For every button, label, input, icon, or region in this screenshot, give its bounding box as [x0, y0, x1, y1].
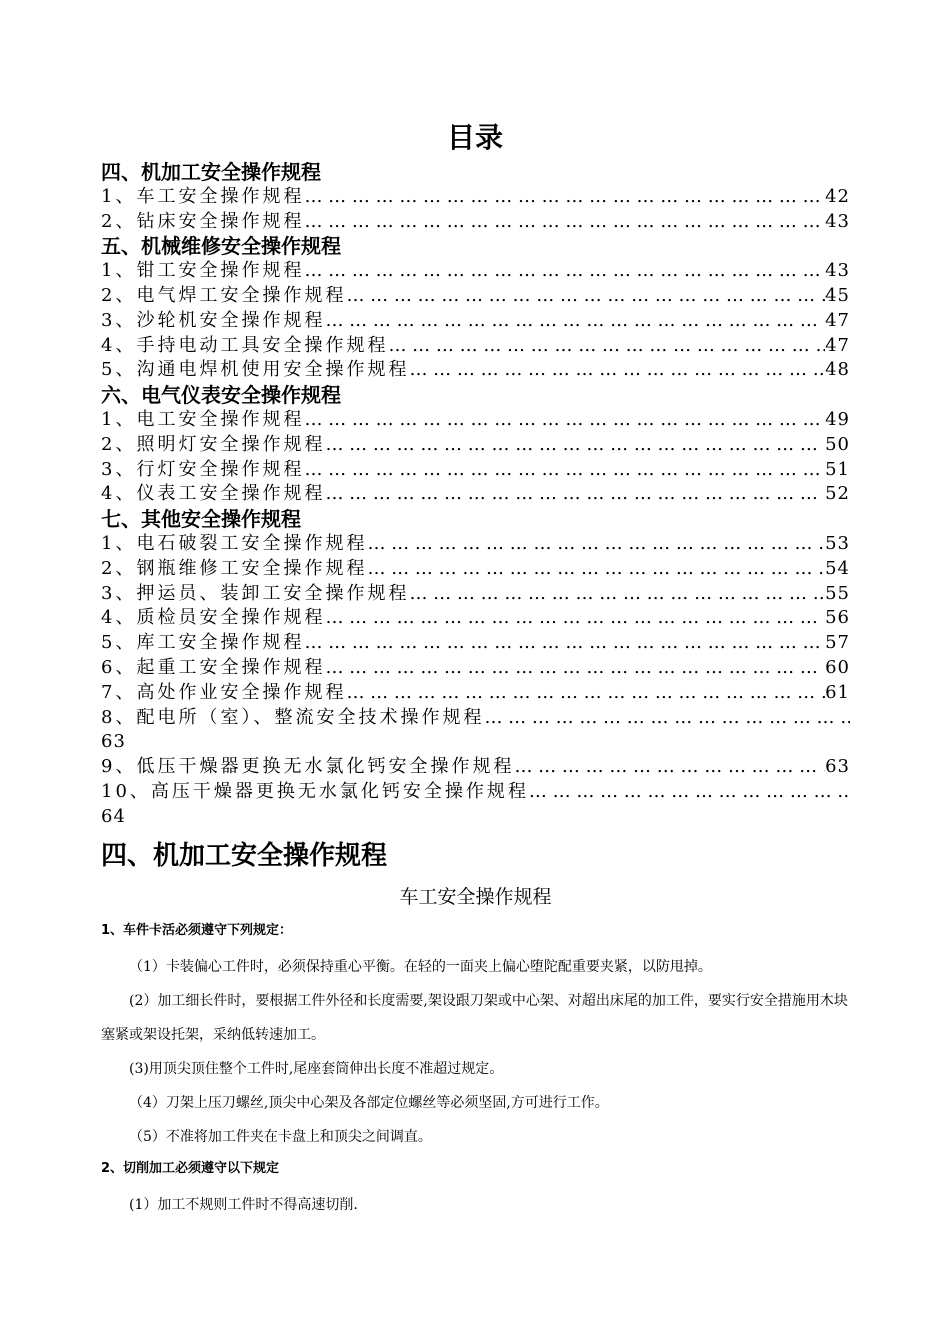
dot-leader [529, 780, 850, 805]
toc-entry-label: 高处作业安全操作规程 [136, 681, 347, 703]
toc-entry-page: 60 [825, 656, 850, 678]
toc-entry[interactable] [101, 656, 850, 681]
toc-entry-label: 钻床安全操作规程 [136, 210, 305, 232]
toc-entry-number: 2、 [101, 557, 137, 579]
toc-entry[interactable] [101, 210, 850, 235]
toc-entry[interactable] [101, 482, 850, 507]
toc-title: 目录 [446, 121, 503, 154]
toc-entry-page: 47 [825, 334, 850, 356]
toc-entry-label: 钢瓶维修工安全操作规程 [136, 557, 368, 579]
toc-entry-page: 43 [825, 210, 850, 232]
toc-entry-label: 沙轮机安全操作规程 [136, 309, 326, 331]
dot-leader [304, 259, 825, 284]
dot-leader [388, 334, 825, 359]
toc-entry-page: 49 [825, 408, 850, 430]
dot-leader [304, 185, 825, 210]
dot-leader [325, 433, 825, 458]
toc-entry[interactable] [101, 606, 850, 631]
toc-section-heading: 四、机加工安全操作规程 [101, 160, 321, 184]
chapter-heading: 四、机加工安全操作规程 [101, 841, 388, 871]
toc-entry-page: 56 [825, 607, 850, 629]
toc-entry[interactable] [101, 755, 850, 780]
toc-entry-page: 55 [825, 582, 850, 604]
dot-leader [304, 631, 825, 656]
toc-section-heading: 六、电气仪表安全操作规程 [101, 383, 341, 408]
toc-entry[interactable] [101, 780, 850, 830]
toc-entry-page: 42 [825, 185, 850, 207]
toc-entry-number: 3、 [101, 309, 137, 331]
toc-entry[interactable] [101, 259, 850, 284]
dot-leader [325, 482, 825, 507]
toc-section-heading: 七、其他安全操作规程 [101, 507, 301, 532]
dot-leader [304, 458, 825, 483]
toc-section-heading: 五、机械维修安全操作规程 [101, 234, 341, 259]
toc-entry-number: 1、 [101, 408, 137, 430]
dot-leader [409, 358, 825, 383]
dot-leader [325, 309, 825, 334]
toc-entry[interactable] [101, 309, 850, 334]
toc-entry[interactable] [101, 408, 850, 433]
toc-entry-label: 质检员安全操作规程 [136, 607, 326, 629]
toc-entry-label: 电气焊工安全操作规程 [136, 284, 347, 306]
dot-leader [367, 532, 825, 557]
dot-leader [325, 606, 825, 631]
toc-entry-page: 64 [101, 805, 126, 827]
toc-entry-label: 配电所（室）、整流安全技术操作规程 [136, 706, 485, 728]
rule-heading: 2、切削加工必须遵守以下规定 [101, 1161, 280, 1176]
toc-entry-number: 2、 [101, 433, 137, 455]
dot-leader [409, 582, 825, 607]
dot-leader [325, 656, 825, 681]
toc-entry-number: 10、 [101, 780, 151, 802]
toc-entry-number: 9、 [101, 756, 137, 778]
table-of-contents [101, 160, 850, 830]
toc-entry[interactable] [101, 185, 850, 210]
toc-entry-number: 6、 [101, 656, 137, 678]
toc-entry-number: 3、 [101, 458, 137, 480]
toc-entry-label: 高压干燥器更换无水氯化钙安全操作规程 [150, 780, 529, 802]
toc-entry-label: 押运员、装卸工安全操作规程 [136, 582, 410, 604]
document-body [101, 836, 850, 1222]
toc-entry-label: 手持电动工具安全操作规程 [136, 334, 389, 356]
toc-entry-number: 7、 [101, 681, 137, 703]
rule-paragraph: （4）刀架上压刀螺丝,顶尖中心架及各部定位螺丝等必须坚固,方可进行工作。 [129, 1095, 609, 1111]
rule-paragraph: (3)用顶尖顶住整个工件时,尾座套筒伸出长度不准超过规定。 [129, 1061, 504, 1077]
toc-entry-label: 库工安全操作规程 [136, 632, 305, 654]
toc-entry[interactable] [101, 433, 850, 458]
dot-leader [304, 408, 825, 433]
toc-entry[interactable] [101, 631, 850, 656]
toc-entry-page: 43 [825, 260, 850, 282]
dot-leader [484, 706, 850, 731]
toc-entry-label: 电石破裂工安全操作规程 [136, 532, 368, 554]
toc-entry-label: 起重工安全操作规程 [136, 656, 326, 678]
toc-entry-number: 4、 [101, 483, 137, 505]
toc-entry-page: 51 [825, 458, 850, 480]
toc-entry-number: 2、 [101, 284, 137, 306]
toc-entry[interactable] [101, 458, 850, 483]
toc-entry-page: 53 [825, 532, 850, 554]
toc-entry-number: 1、 [101, 185, 137, 207]
toc-entry-page: 52 [825, 483, 850, 505]
toc-entry-number: 5、 [101, 632, 137, 654]
toc-entry-number: 2、 [101, 210, 137, 232]
toc-entry[interactable] [101, 334, 850, 359]
toc-entry-page: 48 [825, 359, 850, 381]
dot-leader [514, 755, 825, 780]
toc-entry-page: 63 [101, 731, 126, 753]
toc-entry[interactable] [101, 681, 850, 706]
toc-entry-number: 4、 [101, 607, 137, 629]
section-title: 车工安全操作规程 [399, 886, 552, 908]
toc-entry-page: 57 [825, 632, 850, 654]
rule-paragraph: （1）卡装偏心工件时，必须保持重心平衡。在轻的一面夹上偏心堕陀配重要夹紧，以防甩掉。 [129, 959, 712, 975]
rule-paragraph: (1）加工不规则工件时不得高速切削. [129, 1197, 358, 1213]
toc-entry[interactable] [101, 532, 850, 557]
toc-entry-label: 低压干燥器更换无水氯化钙安全操作规程 [136, 756, 515, 778]
toc-entry-number: 4、 [101, 334, 137, 356]
toc-entry-page: 47 [825, 309, 850, 331]
toc-entry-number: 5、 [101, 359, 137, 381]
toc-entry-page: 45 [825, 284, 850, 306]
toc-entry-label: 钳工安全操作规程 [136, 260, 305, 282]
rule-paragraph: (2）加工细长件时，要根据工件外径和长度需要,架设跟刀架或中心架、对超出床尾的加工件，要实行安全措施用木块塞紧或架设托架，采纳低转速加工。 [101, 993, 848, 1043]
dot-leader [346, 284, 825, 309]
toc-entry-number: 8、 [101, 706, 137, 728]
toc-entry-label: 照明灯安全操作规程 [136, 433, 326, 455]
dot-leader [304, 210, 825, 235]
dot-leader [367, 557, 825, 582]
toc-entry-label: 沟通电焊机使用安全操作规程 [136, 359, 410, 381]
toc-entry-number: 1、 [101, 260, 137, 282]
toc-entry[interactable] [101, 557, 850, 582]
toc-entry[interactable] [101, 706, 850, 756]
toc-entry-label: 仪表工安全操作规程 [136, 483, 326, 505]
toc-entry-label: 车工安全操作规程 [136, 185, 305, 207]
toc-entry-page: 54 [825, 557, 850, 579]
toc-entry-number: 1、 [101, 532, 137, 554]
toc-entry[interactable] [101, 582, 850, 607]
toc-entry-page: 50 [825, 433, 850, 455]
toc-entry-label: 行灯安全操作规程 [136, 458, 305, 480]
toc-entry-page: 63 [825, 756, 850, 778]
toc-entry-label: 电工安全操作规程 [136, 408, 305, 430]
rule-heading: 1、车件卡活必须遵守下列规定： [101, 923, 293, 938]
toc-entry-number: 3、 [101, 582, 137, 604]
rule-paragraph: （5）不准将加工件夹在卡盘上和顶尖之间调直。 [129, 1129, 432, 1145]
dot-leader [346, 681, 825, 706]
toc-entry-page: 61 [825, 681, 850, 703]
toc-entry[interactable] [101, 358, 850, 383]
toc-entry[interactable] [101, 284, 850, 309]
